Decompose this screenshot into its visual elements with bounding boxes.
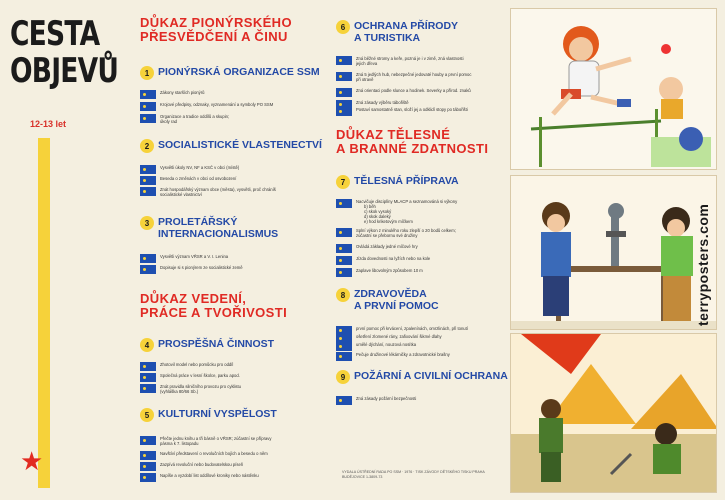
section-number: 9 [336, 370, 350, 384]
section-8 [336, 288, 439, 312]
list-item: Zná orientaci podle slunce a hodinek. Severky a přírod. znaků [336, 88, 521, 97]
section-title: ZDRAVOVĚDA A PRVNÍ POMOC [354, 288, 439, 312]
flag-icon [140, 254, 156, 263]
section-6 [336, 20, 458, 44]
section-title: PROLETÁŘSKÝ INTERNACIONALISMUS [158, 216, 279, 240]
flag-icon [336, 396, 352, 405]
section-number: 3 [140, 216, 154, 230]
section-title: PIONÝRSKÁ ORGANIZACE SSM [158, 66, 320, 78]
list-item: první pomoc při krvácení, zpalenínách, omrzlinách, při tonutí [336, 326, 521, 335]
section-number: 1 [140, 66, 154, 80]
list-item: Přečte jednu knihu a tři básně o VŘSR; zúčastní se přípravy pásma k 7. listopadu [140, 436, 325, 446]
flag-icon [140, 102, 156, 111]
flag-icon [336, 56, 352, 65]
section-number: 4 [140, 338, 154, 352]
flag-icon [336, 199, 352, 208]
list-item: Krojové předpisy, odznaky, vyznamenání a symboly PO SSM [140, 102, 325, 111]
flag-icon [140, 362, 156, 371]
heading-proof-leadership: DŮKAZ VEDENÍ, PRÁCE A TVOŘIVOSTI [140, 291, 288, 320]
section-9 [336, 370, 508, 384]
list-item: Navštíví představení o revolučních bojích a besedu o něm [140, 451, 325, 460]
list-item: Znát hospodářský význam obce (města), vysvětli, proč chráníš socialistické vlastnictví [140, 187, 325, 197]
section-title: PROSPĚŠNÁ ČINNOST [158, 338, 275, 350]
list-item: Zákony starších pionýrů [140, 90, 325, 99]
flag-icon [336, 256, 352, 265]
illustration-workshop [510, 175, 717, 330]
list-item: Organizace a tradice oddílů a skupin; úkoly rad [140, 114, 325, 124]
list-item: Vysvětli úkoly NV, NF a KSČ v obci (místě) [140, 165, 325, 174]
section-title: KULTURNÍ VYSPĚLOST [158, 408, 277, 420]
list-item: Zná 5 jedlých hub, nebezpečné jedovaté houby a první pomoc při otravě [336, 72, 521, 82]
age-range: 12-13 let [30, 119, 67, 129]
section-3 [140, 216, 278, 240]
section-4 [140, 338, 274, 352]
poster-title [10, 14, 119, 91]
section-title: POŽÁRNÍ A CIVILNÍ OCHRANA [354, 370, 508, 382]
imprint: VYDALA ÚSTŘEDNÍ RADA PO SSM · 1976 · TISK ZÁVODY DĚTSKÉHO TISKU PRAHA BUDĚJOVICE 1-3809-73 [342, 470, 485, 479]
flag-icon [140, 114, 156, 123]
red-star-icon: ★ [20, 446, 44, 476]
section-5 [140, 408, 277, 422]
list-item: Beseda o změnách v obci od osvobození [140, 176, 325, 185]
section-title: SOCIALISTICKÉ VLASTENECTVÍ [158, 139, 322, 151]
list-item: Společná práce v lesní školce, parku apod. [140, 373, 325, 382]
flag-icon [336, 268, 352, 277]
flag-icon [140, 462, 156, 471]
list-item: Jízda dovednosti na lyžích nebo na kole [336, 256, 521, 265]
flag-icon [140, 165, 156, 174]
campsite-drawing [511, 334, 717, 493]
flag-icon [336, 107, 352, 116]
jumping-boy-drawing [511, 9, 717, 170]
list-item: Znát pravidla silničního provozu pro cyklistu (vyhláška 80/66 Sb.) [140, 384, 325, 394]
section-number: 2 [140, 139, 154, 153]
illustration-campsite [510, 333, 717, 493]
list-item: Postaví samostatně stan, složí jej a odklidí stopy po tábořišti [336, 107, 521, 116]
flag-icon [336, 352, 352, 361]
flag-icon [336, 72, 352, 81]
list-item: Nacvičuje disciplíny MLACP a seznamováná si výkony b) běh c) skok vysoký d) skok daleký e) hod kriketovým míčkem [336, 199, 521, 224]
list-item: umělé dýchání, nouzová nosítka [336, 342, 521, 351]
illustration-jumping-boy [510, 8, 717, 170]
flag-icon [140, 384, 156, 393]
flag-icon [140, 90, 156, 99]
flag-icon [140, 176, 156, 185]
section-number: 6 [336, 20, 350, 34]
list-item: ošetření zlomené rány, zafixování šikmé dlahy [336, 334, 521, 343]
list-item: Zná zásady požární bezpečnosti [336, 396, 521, 405]
list-item: Napíše a vyzdobí list oddílové kroniky nebo nástěnku [140, 473, 325, 482]
title-line-1: CESTA [10, 14, 100, 54]
list-item: Dopisuje si s pionýrem ze socialistické země [140, 265, 325, 274]
watermark: terryposters.com [695, 203, 711, 327]
list-item: Splní výkon z minulého roku zlepší o 20 bodů celkem; zúčastní se přebornu své družiny [336, 228, 521, 238]
heading-proof-fitness: DŮKAZ TĚLESNÉ A BRANNÉ ZDATNOSTI [336, 127, 489, 156]
flag-icon [140, 265, 156, 274]
flag-icon [336, 342, 352, 351]
section-title: OCHRANA PŘÍRODY A TURISTIKA [354, 20, 459, 44]
section-number: 7 [336, 175, 350, 189]
heading-proof-conviction: DŮKAZ PIONÝRSKÉHO PŘESVĚDČENÍ A ČINU [140, 15, 292, 44]
flag-icon [336, 244, 352, 253]
yellow-bar [38, 138, 50, 488]
list-item: Zná běžné stromy a keře, pozná je i v zimě, zná vlastnosti jejich dřeva [336, 56, 521, 66]
section-number: 8 [336, 288, 350, 302]
list-item: Zná zásady výběru tábořiště [336, 100, 521, 109]
flag-icon [140, 187, 156, 196]
flag-icon [336, 228, 352, 237]
list-item: Zazpívá revoluční nebo budovatelskou píseň [140, 462, 325, 471]
title-line-2: OBJEVŮ [10, 51, 119, 91]
flag-icon [336, 88, 352, 97]
section-title: TĚLESNÁ PŘÍPRAVA [354, 175, 459, 187]
list-item: Vysvětli význam VŘSR a V. I. Lenina [140, 254, 325, 263]
section-1 [140, 66, 320, 80]
workshop-drawing [511, 176, 717, 330]
section-7 [336, 175, 459, 189]
flag-icon [140, 451, 156, 460]
section-2 [140, 139, 322, 153]
sub-list: b) běh c) skok vysoký d) skok daleký e) hod kriketovým míčkem [364, 204, 413, 224]
list-item: Zaplave libovolným způsobem 10 m [336, 268, 521, 277]
list-item: Pečuje družinové lékárničky a zdravotnické brašny [336, 352, 521, 361]
flag-icon [140, 473, 156, 482]
list-item: Ovládá základy jedné míčové hry [336, 244, 521, 253]
flag-icon [140, 436, 156, 445]
list-item: Zhotovil model nebo pomůcku pro oddíl [140, 362, 325, 371]
flag-icon [140, 373, 156, 382]
section-number: 5 [140, 408, 154, 422]
